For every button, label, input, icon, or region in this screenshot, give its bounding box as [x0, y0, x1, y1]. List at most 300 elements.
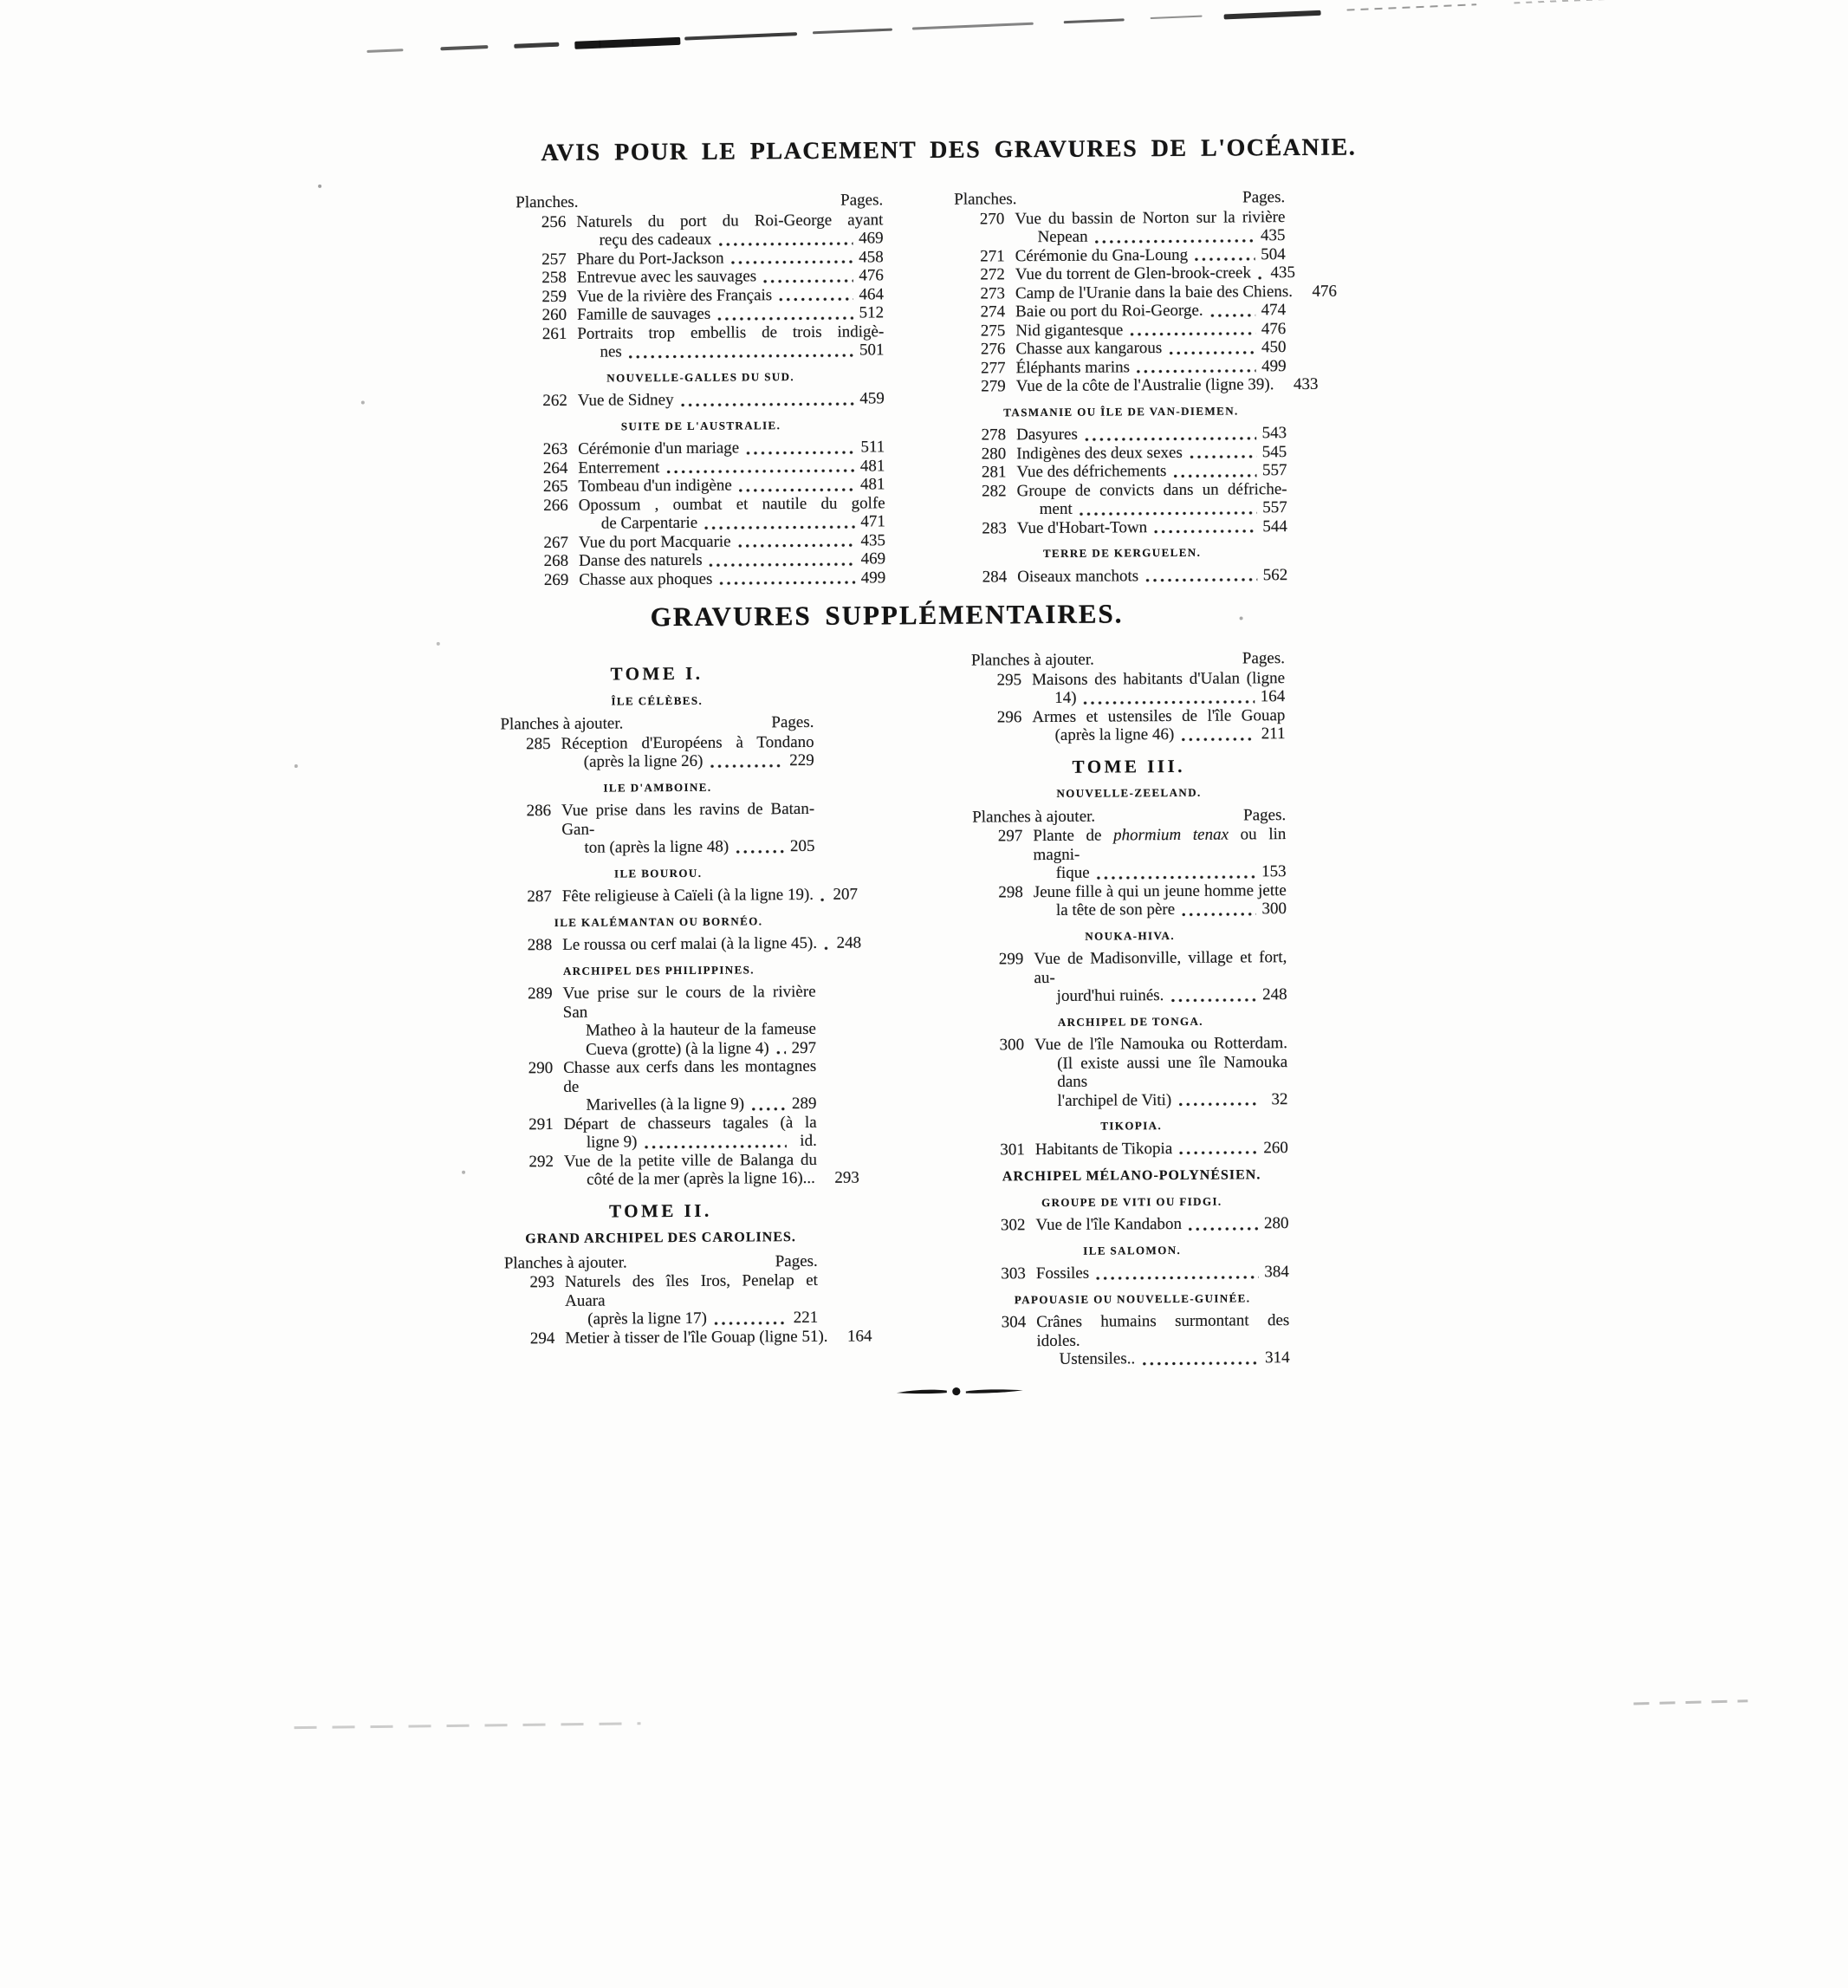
plate-number: 304: [1001, 1313, 1027, 1332]
tome-heading: TOME II.: [608, 1199, 712, 1222]
dot-leader: [729, 260, 853, 265]
dot-leader: [1152, 529, 1257, 534]
toc-entry: [956, 517, 1287, 538]
toc-entry: [503, 983, 817, 1060]
entry-line: [956, 374, 1319, 396]
page-number: 435: [1270, 263, 1296, 283]
page-number: 205: [789, 836, 815, 856]
entry-line: [976, 1311, 1289, 1351]
entry-label: Vue de Madisonville, village et fort, au-: [1034, 948, 1287, 987]
section-heading: GROUPE DE VITI OU FIDGI.: [1041, 1194, 1222, 1209]
plate-number: 266: [543, 496, 568, 515]
entry-line: [974, 1053, 1287, 1093]
plate-number: 295: [996, 670, 1022, 689]
dot-leader: [642, 1144, 786, 1149]
entry-label: Fête religieuse à Caïeli (à la ligne 19).: [561, 885, 814, 906]
dot-leader: [1256, 276, 1265, 280]
page-number: 471: [860, 512, 885, 531]
toc-entry: [971, 669, 1285, 709]
entry-label: ligne 9): [586, 1133, 638, 1152]
entry-line: [516, 303, 884, 324]
entry-label: Chasse aux phoques: [579, 569, 713, 589]
page-number: 293: [834, 1168, 859, 1187]
dot-leader: [833, 1339, 842, 1343]
plate-number: 257: [541, 250, 567, 269]
page-number: 314: [1264, 1348, 1290, 1368]
toc-entry: [516, 322, 884, 362]
entry-label: (après la ligne 26): [583, 751, 704, 771]
entry-line: [504, 1309, 818, 1329]
entry-line: [517, 438, 885, 458]
page-number: 300: [1261, 900, 1287, 919]
dot-leader: [736, 543, 855, 549]
entry-line: [516, 341, 884, 361]
column-header: [954, 188, 1285, 209]
entry-line: [973, 948, 1287, 988]
planches-label: Planches.: [954, 190, 1017, 209]
page-number: 260: [1263, 1138, 1288, 1157]
entry-label: (Il existe aussi une île Namouka dans: [1057, 1052, 1288, 1091]
plate-number: 278: [981, 426, 1007, 445]
entry-line: [955, 245, 1286, 266]
planches-label: Planches à ajouter.: [503, 1252, 627, 1272]
toc-entry: [515, 211, 883, 250]
page-number: 543: [1261, 424, 1287, 443]
toc-entry: [955, 263, 1296, 284]
latin-term: phormium tenax: [1112, 825, 1229, 845]
page-number: 557: [1261, 461, 1287, 480]
entry-line: [501, 837, 814, 858]
toc-column-bottom-right: [971, 647, 1290, 1369]
entry-line: [956, 424, 1287, 445]
plate-number: 262: [542, 391, 567, 411]
plate-number: 274: [980, 302, 1006, 322]
section-heading: GRAND ARCHIPEL DES CAROLINES.: [525, 1230, 796, 1247]
entry-line: [976, 1263, 1289, 1283]
planches-label: Planches à ajouter.: [500, 714, 624, 734]
plate-number: 256: [541, 212, 567, 231]
entry-line: [517, 389, 885, 410]
toc-column-bottom-left: [500, 651, 872, 1348]
entry-label: Cérémonie d'un mariage: [578, 439, 740, 458]
dot-leader: [665, 469, 854, 475]
plate-number: 282: [981, 481, 1007, 501]
entry-line: [504, 1326, 872, 1348]
entry-label: Jeune fille à qui un jeune homme jette: [1033, 880, 1287, 901]
pages-label: Pages.: [1243, 805, 1287, 824]
entry-label: la tête de son père: [1055, 900, 1176, 919]
entry-label: Vue des défrichements: [1016, 462, 1167, 482]
page-title: AVIS POUR LE PLACEMENT DES GRAVURES DE L'OCÉANIE.: [541, 133, 1357, 167]
entry-label: Vue du bassin de Norton sur la rivière: [1015, 207, 1286, 228]
plate-number: 271: [980, 246, 1005, 266]
entry-line: [516, 322, 884, 343]
dot-leader: [1128, 331, 1255, 336]
plate-number: 284: [982, 567, 1008, 587]
toc-entry: [516, 266, 884, 287]
ornament-divider: [895, 1384, 1025, 1397]
plate-number: 275: [980, 321, 1006, 341]
entry-line: [973, 862, 1287, 883]
entry-line: [502, 885, 859, 906]
entry-line: [956, 480, 1287, 501]
entry-line: [972, 825, 1286, 865]
page-number: 435: [860, 530, 886, 550]
page-number: 280: [1263, 1214, 1289, 1233]
dot-leader: [744, 450, 854, 455]
dot-leader: [1083, 436, 1256, 441]
entry-line: [501, 751, 814, 772]
plate-number: 276: [980, 340, 1006, 359]
dot-leader: [1144, 577, 1257, 582]
page-number: 221: [793, 1308, 819, 1328]
ink-speck: [318, 185, 321, 188]
planches-label: Planches à ajouter.: [972, 807, 1096, 827]
toc-entry: [955, 301, 1286, 322]
section-heading: TERRE DE KERGUELEN.: [1042, 545, 1202, 561]
page-number: 469: [860, 549, 886, 568]
entry-label: 14): [1054, 688, 1077, 707]
page-number: 459: [859, 389, 885, 408]
section-heading: TIKOPIA.: [1100, 1119, 1163, 1133]
toc-entry: [956, 357, 1287, 378]
toc-entry: [956, 480, 1287, 520]
dot-leader: [1209, 313, 1256, 317]
toc-entry: [976, 1311, 1289, 1369]
entry-line: [975, 1139, 1288, 1160]
entry-label: Vue du port Macquarie: [578, 532, 731, 552]
section-heading: NOUVELLE-ZEELAND.: [1056, 785, 1202, 800]
toc-entry: [973, 881, 1287, 921]
page-number: 474: [1261, 301, 1287, 320]
entry-label: [1033, 825, 1286, 864]
section-heading: ILE KALÉMANTAN OU BORNÉO.: [554, 913, 763, 929]
entry-label: Opossum , oumbat et nautile du golfe: [578, 493, 885, 515]
section-heading: ARCHIPEL DE TONGA.: [1057, 1014, 1203, 1029]
plate-number: 299: [998, 950, 1024, 969]
dot-leader: [716, 315, 853, 321]
entry-label: l'archipel de Viti): [1057, 1090, 1172, 1110]
page-number: 435: [1260, 226, 1286, 245]
entry-label: Enterrement: [578, 458, 660, 478]
page-number: 289: [791, 1094, 817, 1114]
page-number: 476: [1312, 282, 1338, 301]
page-number: 481: [859, 475, 885, 494]
entry-line: [975, 1214, 1288, 1235]
dot-leader: [1177, 1101, 1257, 1107]
plate-number: 291: [528, 1114, 554, 1134]
entry-label: Groupe de convicts dans un défriche-: [1016, 479, 1287, 500]
entry-line: [974, 985, 1287, 1006]
ink-speck: [462, 1171, 465, 1174]
entry-line: [956, 443, 1287, 464]
entry-label: Vue de la rivière des Français: [576, 285, 773, 306]
section-heading: NOUKA-HIVA.: [1085, 928, 1176, 943]
scan-artifact-top-line: [255, 0, 1728, 81]
entry-label: Vue du torrent de Glen-brook-creek: [1015, 263, 1252, 284]
entry-line: [518, 494, 885, 515]
entry-line: [956, 357, 1287, 378]
entry-label: Nid gigantesque: [1015, 320, 1124, 340]
entry-label: Naturels du port du Roi-George ayant: [576, 210, 884, 231]
plate-number: 270: [979, 209, 1005, 229]
entry-label: Baie ou port du Roi-George.: [1015, 301, 1203, 322]
page-number: 207: [833, 885, 859, 904]
page-number: 476: [1261, 319, 1287, 338]
plate-number: 269: [543, 570, 569, 589]
entry-line: [517, 457, 885, 478]
pages-label: Pages.: [1242, 649, 1285, 668]
plate-number: 290: [528, 1058, 554, 1078]
entry-line: [956, 461, 1287, 482]
page-number: 464: [859, 284, 885, 304]
page-number: 248: [1262, 985, 1287, 1004]
entry-line: [518, 531, 885, 552]
dot-leader: [703, 524, 855, 529]
entry-label: (après la ligne 46): [1054, 724, 1175, 744]
section-heading: ILE D'AMBOINE.: [603, 780, 712, 795]
plate-number: 285: [526, 734, 551, 753]
toc-entry: [516, 285, 884, 306]
dot-leader: [679, 401, 854, 406]
plate-number: 301: [1000, 1140, 1025, 1159]
dot-leader: [1082, 699, 1255, 705]
toc-entry: [972, 825, 1286, 883]
page-number: id.: [800, 1131, 817, 1151]
entry-label: fique: [1055, 863, 1090, 882]
plate-number: 260: [541, 305, 567, 325]
entry-line: [515, 229, 883, 250]
plate-number: 261: [541, 324, 567, 343]
section-heading: ARCHIPEL DES PHILIPPINES.: [562, 962, 755, 978]
entry-label: Habitants de Tikopia: [1034, 1139, 1173, 1159]
plate-number: 259: [541, 287, 567, 306]
plate-number: 281: [981, 463, 1007, 482]
plate-number: 283: [982, 518, 1007, 538]
plate-number: 277: [981, 358, 1006, 378]
scan-artifact-bottom-left: [294, 1722, 640, 1729]
section-heading: ILE BOUROU.: [613, 866, 703, 880]
entry-label: Départ de chasseurs tagales (à la: [563, 1113, 817, 1134]
entry-label: Camp de l'Uranie dans la baie des Chiens.: [1015, 282, 1294, 302]
dot-leader: [819, 897, 827, 901]
entry-line: [954, 208, 1285, 229]
dot-leader: [1177, 1150, 1258, 1155]
plate-number: 294: [529, 1329, 555, 1348]
entry-line: [971, 706, 1285, 727]
entry-text: ou lin magni-: [1033, 825, 1287, 864]
dot-leader: [1093, 238, 1255, 244]
column-header: [500, 713, 814, 734]
dot-leader: [1140, 1361, 1259, 1366]
entry-label: Danse des naturels: [579, 550, 703, 570]
entry-label: Armes et ustensiles de l'île Gouap: [1032, 705, 1286, 726]
page-number: 499: [1261, 356, 1287, 375]
entry-label: Phare du Port-Jackson: [576, 249, 724, 269]
toc-entry: [518, 549, 885, 570]
entry-label: Indigènes des deux sexes: [1016, 443, 1183, 463]
dot-leader: [734, 849, 784, 854]
plate-number: 302: [1000, 1216, 1026, 1235]
entry-line: [503, 1095, 816, 1115]
planches-label: Planches.: [515, 192, 579, 212]
plate-number: 265: [542, 477, 568, 497]
column-header: [972, 806, 1286, 827]
dot-leader: [1188, 454, 1257, 459]
plate-number: 273: [980, 283, 1006, 303]
dot-leader: [1135, 368, 1256, 374]
entry-label: Éléphants marins: [1015, 357, 1131, 377]
entry-line: [955, 282, 1338, 303]
ink-speck: [437, 642, 440, 646]
dot-leader: [775, 1050, 786, 1055]
pages-label: Pages.: [771, 712, 814, 732]
dot-leader: [1298, 294, 1307, 298]
entry-label: Maisons des habitants d'Ualan (ligne: [1032, 668, 1286, 689]
dot-leader: [1193, 257, 1255, 261]
section-heading: PAPOUASIE OU NOUVELLE-GUINÉE.: [1014, 1290, 1251, 1306]
toc-entry: [955, 338, 1286, 359]
toc-entry: [956, 443, 1287, 464]
entry-label: côté de la mer (après la ligne 16)...: [587, 1168, 815, 1189]
entry-label: Famille de sauvages: [577, 304, 711, 324]
toc-entry: [504, 1271, 818, 1329]
tome-heading: TOME I.: [610, 662, 704, 685]
entry-label: Crânes humains surmontant des idoles.: [1036, 1311, 1290, 1350]
plate-number: 287: [527, 887, 552, 906]
toc-entry: [504, 1326, 872, 1348]
toc-entry: [971, 706, 1285, 746]
dot-leader: [708, 562, 856, 567]
supplement-title: GRAVURES SUPPLÉMENTAIRES.: [650, 598, 1124, 633]
toc-entry: [956, 566, 1287, 587]
page-number: 476: [859, 266, 884, 285]
entry-label: de Carpentarie: [600, 513, 698, 533]
dot-leader: [762, 278, 853, 283]
entry-label: Marivelles (à la ligne 9): [586, 1095, 745, 1114]
toc-entry: [503, 1113, 817, 1153]
section-heading: TASMANIE OU ÎLE DE VAN-DIEMEN.: [1003, 403, 1239, 419]
page-number: 458: [859, 247, 884, 267]
entry-line: [516, 266, 884, 287]
dot-leader: [1094, 1275, 1259, 1280]
page-number: 211: [1261, 724, 1286, 744]
pages-label: Pages.: [1242, 188, 1286, 207]
entry-line: [503, 1057, 816, 1097]
page-number: 450: [1261, 338, 1287, 357]
page-number: 504: [1261, 244, 1286, 263]
dot-leader: [749, 1107, 786, 1111]
page-number: 545: [1261, 442, 1287, 461]
page-number: 32: [1271, 1089, 1288, 1108]
page-number: 562: [1262, 565, 1288, 584]
dot-leader: [1171, 473, 1256, 478]
entry-label: Vue prise dans les ravins de Batan-Gan-: [561, 799, 815, 839]
entry-label: Cérémonie du Gna-Loung: [1015, 245, 1189, 265]
entry-label: nes: [600, 342, 622, 361]
entry-label: jourd'hui ruinés.: [1056, 986, 1164, 1005]
dot-leader: [627, 353, 854, 359]
plate-number: 264: [542, 458, 568, 478]
toc-entry: [502, 933, 862, 955]
entry-label: Metier à tisser de l'île Gouap (ligne 51).: [565, 1327, 828, 1348]
page-number: 499: [860, 568, 886, 588]
toc-entry: [516, 248, 884, 269]
toc-entry: [973, 948, 1287, 1006]
plate-number: 280: [981, 444, 1007, 464]
entry-line: [503, 1132, 817, 1153]
entry-line: [974, 1034, 1287, 1055]
plate-number: 279: [981, 377, 1006, 396]
entry-line: [955, 338, 1286, 359]
dot-leader: [717, 581, 855, 586]
toc-entry: [975, 1139, 1288, 1160]
section-heading: ÎLE CÉLÈBES.: [611, 693, 704, 708]
toc-entry: [956, 461, 1287, 482]
entry-label: Nepean: [1037, 227, 1088, 247]
entry-label: Vue d'Hobart-Town: [1016, 517, 1148, 537]
entry-line: [503, 1020, 816, 1041]
entry-label: Entrevue avec les sauvages: [576, 267, 757, 287]
toc-entry: [502, 885, 859, 906]
entry-label: Chasse aux cerfs dans les montagnes de: [563, 1056, 817, 1096]
dot-leader: [1169, 997, 1256, 1003]
entry-line: [518, 549, 885, 570]
entry-line: [971, 687, 1285, 708]
entry-line: [501, 732, 814, 753]
entry-line: [501, 800, 814, 840]
page-number: 164: [846, 1326, 872, 1346]
page-number: 501: [859, 341, 885, 360]
dot-leader: [1095, 874, 1256, 880]
entry-label: Vue de l'île Namouka ou Rotterdam.: [1034, 1034, 1288, 1055]
entry-label: (après la ligne 17): [587, 1309, 708, 1329]
entry-label: Dasyures: [1016, 425, 1078, 445]
plate-number: 297: [997, 827, 1023, 846]
plate-number: 300: [999, 1036, 1025, 1055]
toc-entry: [517, 475, 885, 496]
entry-line: [516, 248, 884, 269]
plate-number: 286: [526, 802, 552, 821]
page-number: 164: [1260, 687, 1286, 706]
toc-column-top-right: [954, 186, 1338, 587]
entry-line: [971, 724, 1285, 745]
pages-label: Pages.: [840, 191, 884, 210]
page-number: 512: [859, 303, 885, 322]
dot-leader: [717, 241, 853, 246]
dot-leader: [1187, 1226, 1259, 1231]
toc-entry: [954, 208, 1285, 248]
page-number: 557: [1262, 498, 1287, 517]
entry-line: [956, 566, 1287, 587]
toc-entry: [517, 457, 885, 478]
dot-leader: [1180, 912, 1256, 917]
scan-artifact-bottom-right: [1633, 1699, 1747, 1705]
toc-entry: [518, 531, 885, 552]
toc-entry: [976, 1263, 1289, 1283]
plate-number: 267: [543, 533, 569, 552]
plate-number: 268: [543, 551, 569, 571]
entry-label: Oiseaux manchots: [1017, 566, 1139, 586]
entry-label: Vue de la petite ville de Balanga du: [563, 1150, 818, 1171]
plate-number: 296: [996, 707, 1022, 726]
section-heading: SUITE DE L'AUSTRALIE.: [620, 418, 781, 432]
toc-entry: [501, 800, 814, 858]
column-header: [971, 649, 1285, 670]
page-number: 297: [791, 1038, 817, 1057]
dot-leader: [1179, 737, 1255, 742]
entry-label: ton (après la ligne 48): [584, 837, 729, 857]
